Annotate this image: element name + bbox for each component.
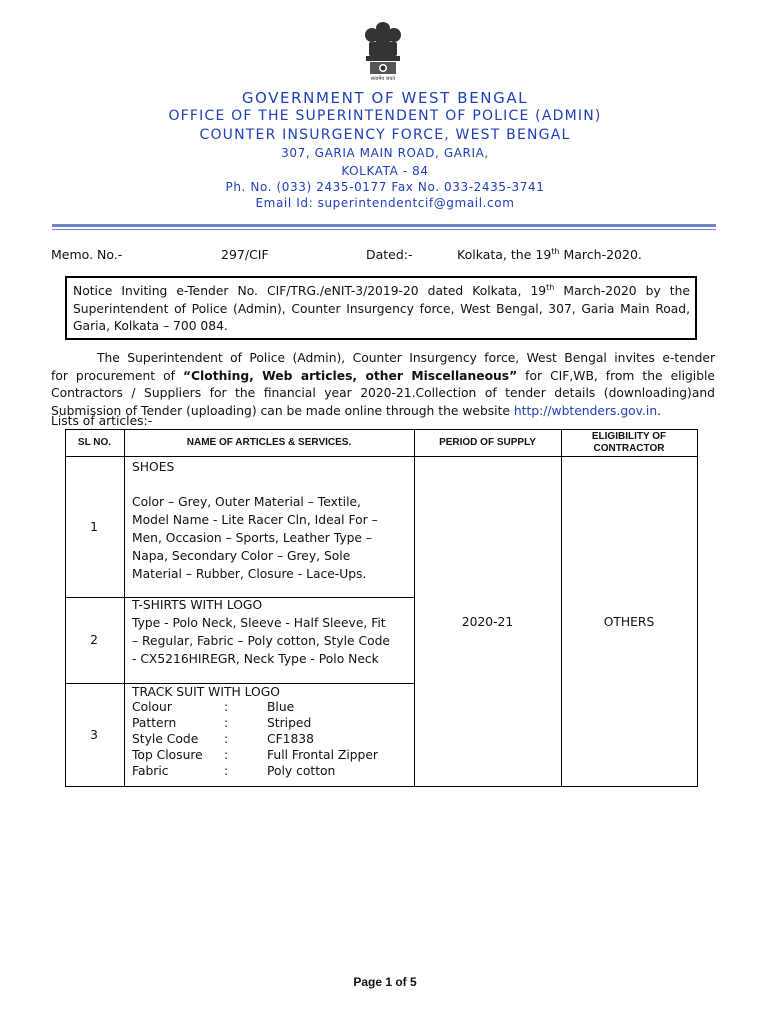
row-sl-number: 1 <box>90 520 98 534</box>
memo-label: Memo. No.- <box>51 247 123 262</box>
description-line: Color – Grey, Outer Material – Textile, <box>132 495 361 509</box>
description-line: - CX5216HIREGR, Neck Type - Polo Neck <box>132 652 379 666</box>
header-phone: Ph. No. (033) 2435-0177 Fax No. 033-2435-3741 <box>225 180 545 194</box>
article-title: T-SHIRTS WITH LOGO <box>132 598 263 612</box>
header-divider <box>52 224 716 227</box>
memo-date: Kolkata, the 19th March-2020. <box>457 246 642 262</box>
table-border <box>65 429 698 430</box>
header-articles: NAME OF ARTICLES & SERVICES. <box>186 437 352 448</box>
article-title: TRACK SUIT WITH LOGO <box>132 685 280 699</box>
header-city: KOLKATA - 84 <box>341 164 429 178</box>
table-border <box>414 429 415 787</box>
notice-line: Superintendent of Police (Admin), Counter Insurgency force, West Bengal, 307, Garia Main Road, <box>73 301 690 316</box>
notice-line: Notice Inviting e-Tender No. CIF/TRG./eNIT-3/2019-20 dated Kolkata, 19th March-2020 by the <box>73 282 690 298</box>
description-line: Napa, Secondary Color – Grey, Sole <box>132 549 351 563</box>
header-sl-no: SL NO. <box>77 437 112 448</box>
emblem-caption: सत्यमेव जयते <box>370 76 396 82</box>
row-sl-number: 2 <box>90 633 98 647</box>
table-border <box>697 429 698 787</box>
article-description <box>132 493 378 583</box>
body-paragraph <box>51 350 715 420</box>
paragraph-line: Contractors / Suppliers for the financial year 2020-21.Collection of tender details (downloading)and <box>51 386 715 400</box>
website-link[interactable]: http://wbtenders.gov.in <box>513 403 658 418</box>
memo-dated-label: Dated:- <box>366 247 413 262</box>
header-period: PERIOD OF SUPPLY <box>439 437 536 448</box>
paragraph-line: The Superintendent of Police (Admin), Counter Insurgency force, West Bengal invites e-tender <box>97 351 715 365</box>
header-force: COUNTER INSURGENCY FORCE, WEST BENGAL <box>199 127 571 143</box>
table-border <box>65 786 698 787</box>
header-divider-thin <box>52 229 716 230</box>
header-address: 307, GARIA MAIN ROAD, GARIA, <box>281 146 489 160</box>
description-line: Material – Rubber, Closure - Lace-Ups. <box>132 567 367 581</box>
period-value: 2020-21 <box>461 615 514 629</box>
header-government: GOVERNMENT OF WEST BENGAL <box>241 89 529 107</box>
article-title: SHOES <box>132 460 175 474</box>
header-email: Email Id: superintendentcif@gmail.com <box>255 196 515 210</box>
table-border <box>124 429 125 787</box>
eligibility-value: OTHERS <box>603 615 655 629</box>
memo-number: 297/CIF <box>221 247 269 262</box>
header-eligibility: ELIGIBILITY OF CONTRACTOR <box>591 431 667 454</box>
paragraph-line: Submission of Tender (uploading) can be made online through the website http://wbtenders.gov.in. <box>51 403 662 418</box>
description-line: Type - Polo Neck, Sleeve - Half Sleeve, Fit <box>132 616 386 630</box>
article-description <box>132 614 390 668</box>
notice-line: Garia, Kolkata – 700 084. <box>73 319 228 333</box>
header-office: OFFICE OF THE SUPERINTENDENT OF POLICE (ADMIN) <box>168 108 602 124</box>
paragraph-line: for procurement of “Clothing, Web articles, other Miscellaneous” for CIF,WB, from the eligible <box>51 368 715 383</box>
description-line: Men, Occasion – Sports, Leather Type – <box>132 531 373 545</box>
page-number: Page 1 of 5 <box>353 975 417 989</box>
lists-label: Lists of articles:- <box>51 414 153 428</box>
table-border <box>65 456 698 457</box>
notice-box <box>65 276 697 340</box>
articles-table: SL NO. NAME OF ARTICLES & SERVICES. PERIOD OF SUPPLY ELIGIBILITY OF CONTRACTOR 1 SHOES Color – Grey, Outer Material – Textile, Model Name - Lite Racer Cln, Ideal For – Men, Occasion – Sports, Leather Type – Napa, Secondary Color – Grey, Sole Material – Rubber, Closure - Lace-Ups. 2 T-SHIRTS WITH LOGO Type - Polo Neck, Sleeve - Half Sleeve, Fit – Regular, Fabric – Poly cotton, Style Code - CX5216HIREGR, Neck Type - Polo Neck 2020-21 OTHERS 3 TRACK SUIT WITH LOGO Colour : Blue Pattern : Striped Style Code : CF1838 Top Closure : Full Frontal Zipper Fabric : Poly cotton <box>65 429 698 787</box>
row-sl-number: 3 <box>90 728 98 742</box>
description-line: – Regular, Fabric – Poly cotton, Style Code <box>132 634 390 648</box>
table-border <box>561 429 562 787</box>
description-line: Model Name - Lite Racer Cln, Ideal For – <box>132 513 378 527</box>
